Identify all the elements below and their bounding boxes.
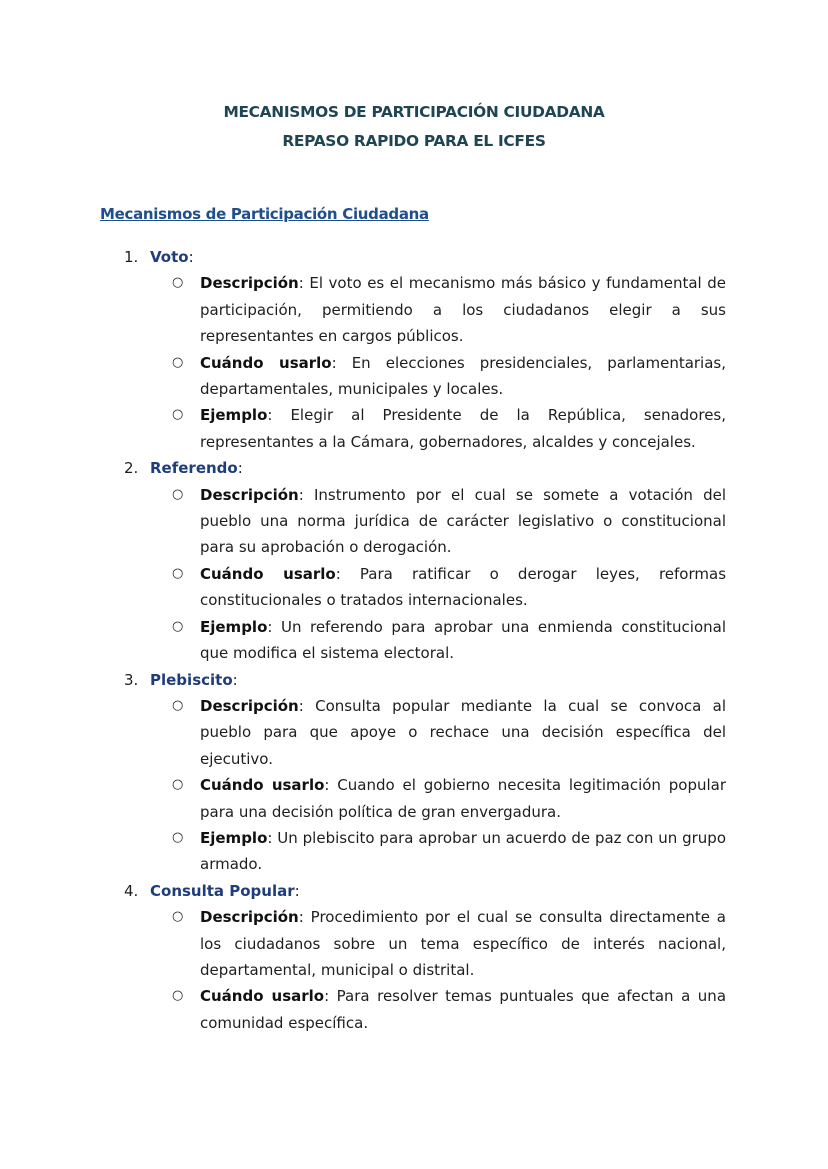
- sub-item-text: : Procedimiento por el cual se consulta directamente a los ciudadanos sobre un tema específico de interés nacional, departamental, municipal o distrital.: [200, 908, 726, 979]
- sub-item-text: : Un referendo para aprobar una enmienda constitucional que modifica el sistema electoral.: [200, 617, 726, 663]
- bullet-icon: ○: [172, 407, 184, 423]
- sub-item-text: : Para resolver temas puntuales que afectan a una comunidad específica.: [200, 987, 727, 1032]
- sub-item: [0, 904, 726, 983]
- sub-item-text: : En elecciones presidenciales, parlamentarias, departamentales, municipales y locales.: [200, 353, 727, 399]
- bullet-icon: ○: [172, 988, 184, 1004]
- item-number: 4.: [124, 881, 139, 900]
- sub-item-text: : El voto es el mecanismo más básico y fundamental de participación, permitiendo a los ciudadanos elegir a sus representantes en cargos públicos.: [200, 274, 726, 346]
- item-colon: :: [188, 248, 194, 266]
- sub-item-text: : Instrumento por el cual se somete a votación del pueblo una norma jurídica de carácter legislativo o constitucional para su aprobación o derogación.: [200, 485, 726, 557]
- item-colon: :: [294, 881, 300, 900]
- sub-item: [0, 561, 726, 614]
- sub-item-text: : Cuando el gobierno necesita legitimación popular para una decisión política de gran envergadura.: [200, 776, 727, 821]
- sub-item-label: Ejemplo: [200, 828, 268, 847]
- bullet-icon: ○: [172, 565, 184, 581]
- sub-item-label: Cuándo usarlo: [200, 564, 336, 583]
- bullet-icon: ○: [172, 909, 184, 925]
- sub-item-label: Cuándo usarlo: [200, 987, 325, 1006]
- section-heading: Mecanismos de Participación Ciudadana: [100, 205, 429, 223]
- sub-item-label: Descripción: [200, 485, 299, 504]
- sub-item-label: Descripción: [200, 274, 299, 293]
- document-title: MECANISMOS DE PARTICIPACIÓN CIUDADANA: [223, 103, 605, 121]
- item-title: Referendo: [150, 459, 238, 478]
- list-item: [0, 667, 828, 693]
- sub-item-text: : Para ratificar o derogar leyes, reformas constitucionales o tratados internacionales.: [200, 564, 727, 610]
- bullet-icon: ○: [172, 618, 184, 634]
- item-number: 2.: [124, 459, 139, 478]
- sub-item-text: : Un plebiscito para aprobar un acuerdo de paz con un grupo armado.: [200, 828, 726, 874]
- sub-item-label: Cuándo usarlo: [200, 353, 332, 372]
- bullet-icon: ○: [172, 486, 184, 502]
- sub-item-label: Ejemplo: [200, 617, 268, 636]
- item-colon: :: [232, 670, 238, 689]
- list-item: [0, 455, 828, 481]
- sub-item-label: Descripción: [200, 908, 299, 927]
- bullet-icon: ○: [172, 275, 184, 291]
- sub-item: [0, 983, 726, 1036]
- bullet-icon: ○: [172, 354, 184, 370]
- bullet-icon: ○: [172, 777, 184, 793]
- sub-item-text: : Consulta popular mediante la cual se convoca al pueblo para que apoye o rechace una decisión específica del ejecutivo.: [200, 696, 726, 768]
- sub-item: [0, 402, 726, 455]
- sub-item: [0, 270, 726, 349]
- sub-item: [0, 614, 726, 667]
- document-subtitle: REPASO RAPIDO PARA EL ICFES: [282, 132, 546, 150]
- sub-item: [0, 825, 726, 878]
- list-item: [0, 244, 828, 270]
- item-number: 1.: [124, 248, 139, 266]
- bullet-icon: ○: [172, 697, 184, 713]
- sub-item-label: Ejemplo: [200, 406, 268, 425]
- item-title: Plebiscito: [150, 670, 233, 689]
- sub-item: [0, 772, 726, 825]
- bullet-icon: ○: [172, 829, 184, 845]
- item-title: Consulta Popular: [150, 881, 295, 900]
- sub-item-label: Descripción: [200, 696, 299, 715]
- mechanism-list: [0, 244, 828, 1036]
- sub-item-label: Cuándo usarlo: [200, 776, 325, 795]
- list-item: [0, 878, 828, 904]
- sub-item: [0, 350, 726, 403]
- item-title: Voto: [150, 248, 189, 266]
- item-number: 3.: [124, 670, 139, 689]
- sub-item-text: : Elegir al Presidente de la República, senadores, representantes a la Cámara, gobernadores, alcaldes y concejales.: [200, 406, 726, 451]
- sub-item: [0, 482, 726, 561]
- sub-item: [0, 693, 726, 772]
- item-colon: :: [237, 459, 243, 478]
